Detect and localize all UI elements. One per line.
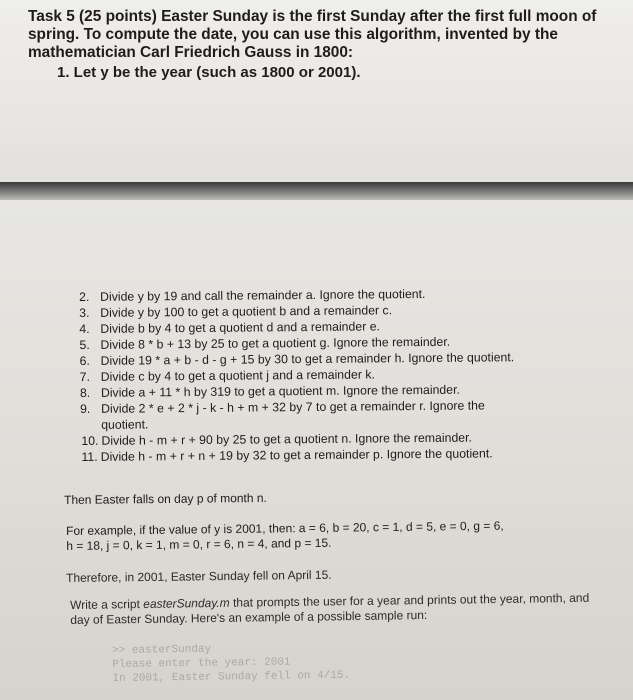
console-line: Please enter the year: 2001 <box>112 656 291 671</box>
step-text: Divide h - m + r + n + 19 by 32 to get a remainder p. Ignore the quotient. <box>100 446 493 464</box>
photo-divider-band <box>0 182 633 200</box>
step-text: Divide b by 4 to get a quotient d and a remainder e. <box>100 319 380 336</box>
step-text: Divide y by 19 and call the remainder a. Ignore the quotient. <box>100 286 426 304</box>
script-prefix: Write a script <box>70 596 144 612</box>
step-number: 3. <box>79 305 90 320</box>
step-text: Divide 2 * e + 2 * j - k - h + m + 32 by 7 to get a remainder r. Ignore the <box>100 398 485 416</box>
step-text: Divide c by 4 to get a quotient j and a remainder k. <box>100 367 375 384</box>
script-suffix: that prompts the user for a year and prints out the year, month, and day of Easter Sunday. Here's an example of a possible sample run: <box>70 590 590 627</box>
example-line-2: h = 18, j = 0, k = 1, m = 0, r = 6, n = 4, and p = 15. <box>66 535 332 553</box>
task-heading: Task 5 (25 points) Easter Sunday is the first Sunday after the first full moon of spring. To compute the date, you can use this algorithm, invented by the mathematician Carl Friedrich Gauss in 1800: <box>28 8 597 61</box>
step-number: 9. <box>79 401 91 416</box>
step-number: 8. <box>79 385 91 400</box>
step-number: 4. <box>79 321 90 336</box>
step-text: Divide a + 11 * h by 319 to get a quotient m. Ignore the remainder. <box>100 382 460 400</box>
step-number: 5. <box>79 337 90 352</box>
step-number: 7. <box>79 369 91 384</box>
script-filename: easterSunday.m <box>143 595 230 611</box>
step-text: Divide 19 * a + b - d - g + 15 by 30 to get a remainder h. Ignore the quotient. <box>100 350 515 368</box>
step-text: Divide y by 100 to get a quotient b and a remainder c. <box>100 303 393 320</box>
step-number: 2. <box>79 289 90 304</box>
sample-run-console <box>112 639 443 686</box>
example-conclusion: Therefore, in 2001, Easter Sunday fell on April 15. <box>66 567 332 585</box>
algorithm-steps-list <box>79 285 581 465</box>
step-text: Divide h - m + r + 90 by 25 to get a quotient n. Ignore the remainder. <box>101 430 472 448</box>
example-line-1: For example, if the value of y is 2001, then: a = 6, b = 20, c = 1, d = 5, e = 0, g = 6, <box>66 518 504 538</box>
step-text: Divide 8 * b + 13 by 25 to get a quotient g. Ignore the remainder. <box>100 334 451 352</box>
easter-date-rule: Then Easter falls on day p of month n. <box>64 490 267 507</box>
step-text-continued: quotient. <box>101 417 149 432</box>
console-line: >> easterSunday <box>112 643 212 657</box>
step-number: 6. <box>79 353 90 368</box>
step-number: 10. <box>81 433 99 448</box>
worked-example <box>66 518 586 554</box>
step-number: 11. <box>81 449 98 464</box>
console-line: In 2001, Easter Sunday fell on 4/15. <box>112 669 351 685</box>
step-9 <box>80 397 580 433</box>
step-1: 1. Let y be the year (such as 1800 or 2001). <box>57 64 361 81</box>
